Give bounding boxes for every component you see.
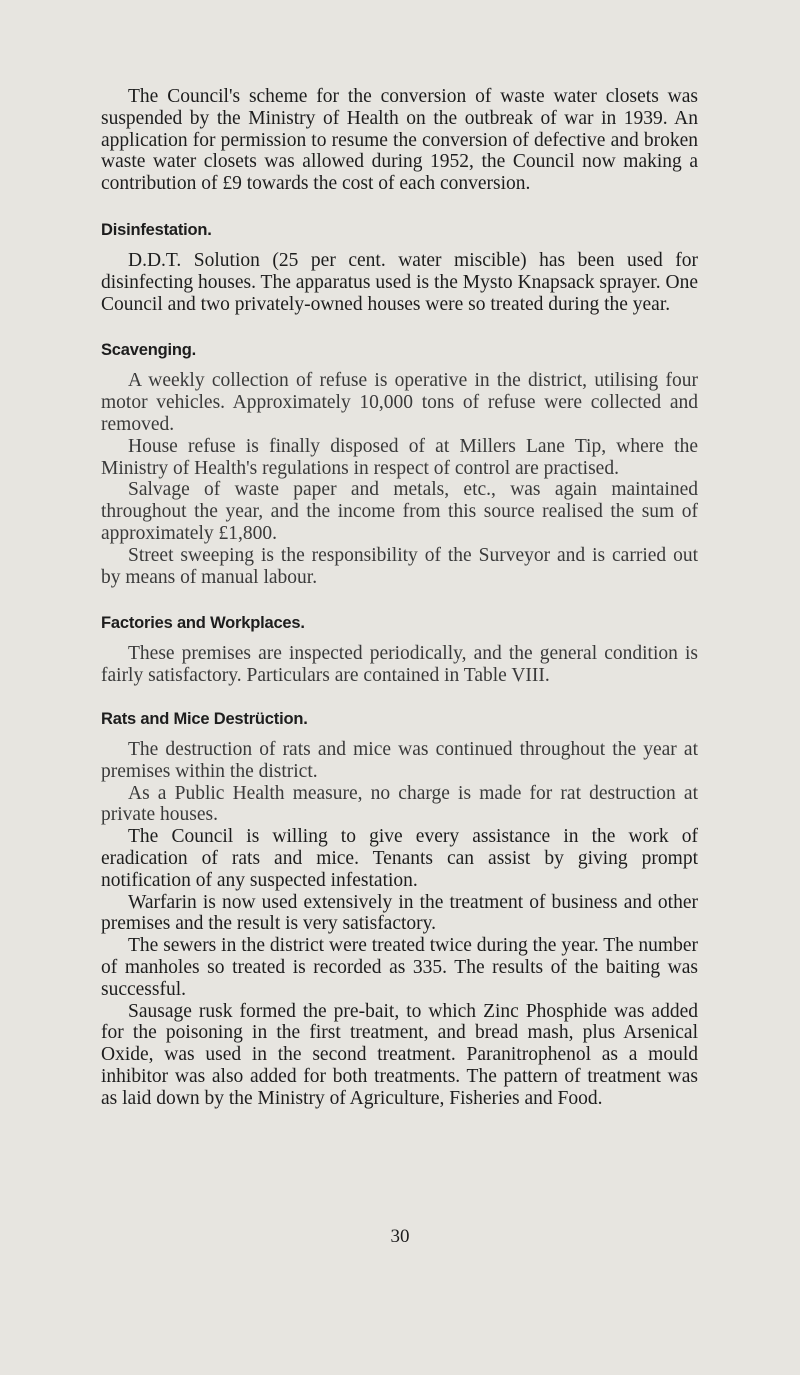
paragraph: Warfarin is now used extensively in the treatment of business and other premises and the result is very satisfactory. xyxy=(101,891,698,935)
section-rats-and-mice-destruction xyxy=(101,708,698,1110)
section-heading: Disinfestation. xyxy=(101,220,212,239)
paragraph: House refuse is finally disposed of at Millers Lane Tip, where the Ministry of Health's regulations in respect of control are practised. xyxy=(101,435,698,479)
paragraph: As a Public Health measure, no charge is made for rat destruction at private houses. xyxy=(101,782,698,826)
intro-paragraph: The Council's scheme for the conversion of waste water closets was suspended by the Ministry of Health on the outbreak of war in 1939. An application for permission to resume the conversion of defective and broken waste water closets was allowed during 1952, the Council now making a contribution of £9 towards the cost of each conversion. xyxy=(101,86,698,195)
paragraph: The Council is willing to give every assistance in the work of eradication of rats and mice. Tenants can assist by giving prompt notification of any suspected infestation. xyxy=(101,826,698,891)
section-heading: Scavenging. xyxy=(101,341,196,360)
paragraph: Street sweeping is the responsibility of the Surveyor and is carried out by means of manual labour. xyxy=(101,544,698,588)
section-factories-and-workplaces xyxy=(101,612,698,687)
page-number: 30 xyxy=(390,1226,410,1247)
paragraph: A weekly collection of refuse is operative in the district, utilising four motor vehicles. Approximately 10,000 tons of refuse were collected and removed. xyxy=(101,370,698,435)
paragraph: The sewers in the district were treated twice during the year. The number of manholes so treated is recorded as 335. The results of the baiting was successful. xyxy=(101,935,698,1000)
page-body xyxy=(101,86,698,1109)
paragraph: Sausage rusk formed the pre-bait, to which Zinc Phosphide was added for the poisoning in the first treatment, and bread mash, plus Arsenical Oxide, was used in the second treatment. Paranitrophenol as a mould inhibitor was also added for both treatments. The pattern of treatment was as laid down by the Ministry of Agriculture, Fisheries and Food. xyxy=(101,1000,698,1109)
paragraph: These premises are inspected periodically, and the general condition is fairly satisfactory. Particulars are contained in Table VIII. xyxy=(101,643,698,687)
paragraph: The destruction of rats and mice was continued throughout the year at premises within the district. xyxy=(101,738,698,782)
section-disinfestation xyxy=(101,219,698,315)
paragraph: D.D.T. Solution (25 per cent. water miscible) has been used for disinfecting houses. The apparatus used is the Mysto Knapsack sprayer. One Council and two privately-owned houses were so treated during the year. xyxy=(101,249,698,315)
paragraph: Salvage of waste paper and metals, etc., was again maintained throughout the year, and the income from this source realised the sum of approximately £1,800. xyxy=(101,479,698,544)
section-heading: Factories and Workplaces. xyxy=(101,614,305,633)
section-scavenging xyxy=(101,339,698,588)
section-heading: Rats and Mice Destrüction. xyxy=(101,709,308,728)
